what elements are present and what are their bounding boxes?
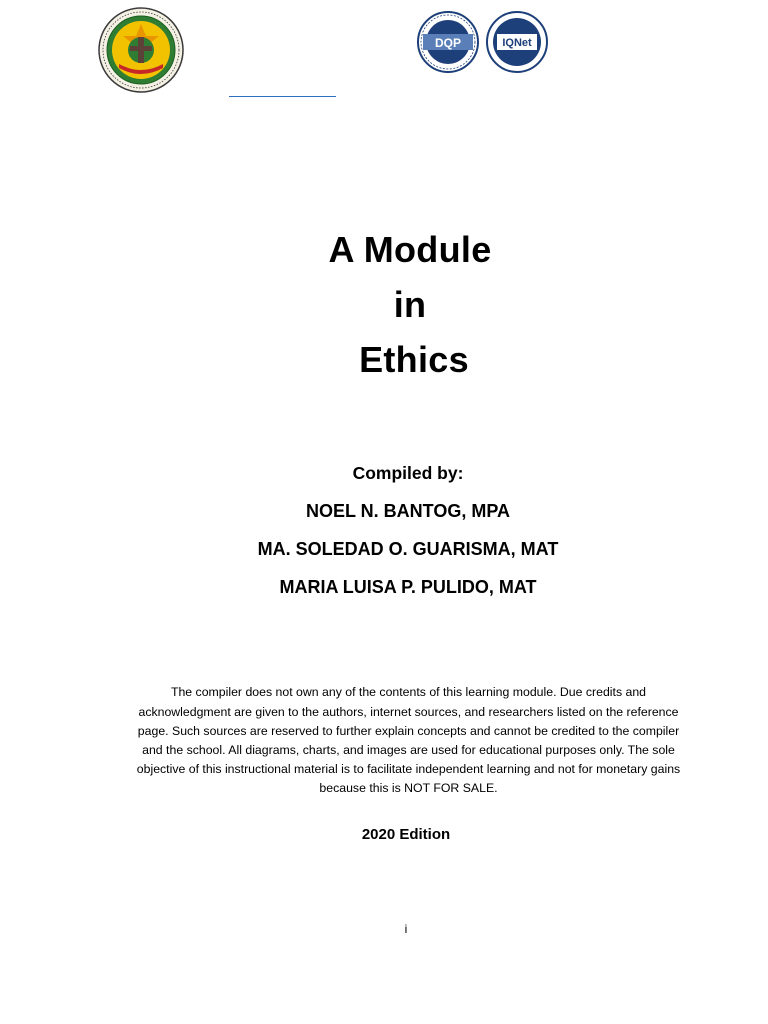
author-name: MA. SOLEDAD O. GUARISMA, MAT bbox=[257, 539, 559, 559]
svg-text:IQNet: IQNet bbox=[502, 37, 532, 49]
module-title bbox=[250, 222, 570, 387]
dqp-certification-icon bbox=[418, 12, 478, 72]
college-seal-icon bbox=[97, 6, 185, 94]
compiled-by-label: Compiled by: bbox=[352, 463, 464, 483]
title-line-3: Ethics bbox=[359, 339, 469, 380]
author-name: MARIA LUISA P. PULIDO, MAT bbox=[279, 577, 537, 597]
certification-logos bbox=[413, 10, 549, 74]
title-line-2: in bbox=[393, 284, 427, 325]
iqnet-certification-icon bbox=[487, 12, 547, 72]
page-number: i bbox=[404, 922, 408, 936]
svg-text:DQP: DQP bbox=[434, 36, 462, 50]
author-name: NOEL N. BANTOG, MPA bbox=[305, 501, 510, 521]
title-line-1: A Module bbox=[328, 229, 492, 270]
edition-label: 2020 Edition bbox=[361, 826, 451, 843]
header-rule bbox=[229, 96, 336, 97]
disclaimer-text: The compiler does not own any of the contents of this learning module. Due credits and acknowledgment are given to the authors, internet sources, and researchers listed on the reference page. Such sources are reserved to further explain concepts and cannot be credited to the compiler and the school. All diagrams, charts, and images are used for educational purposes only. The sole objective of this instructional material is to facilitate independent learning and not for monetary gains because this is NOT FOR SALE. bbox=[136, 685, 681, 796]
compiled-by-section bbox=[0, 460, 768, 600]
